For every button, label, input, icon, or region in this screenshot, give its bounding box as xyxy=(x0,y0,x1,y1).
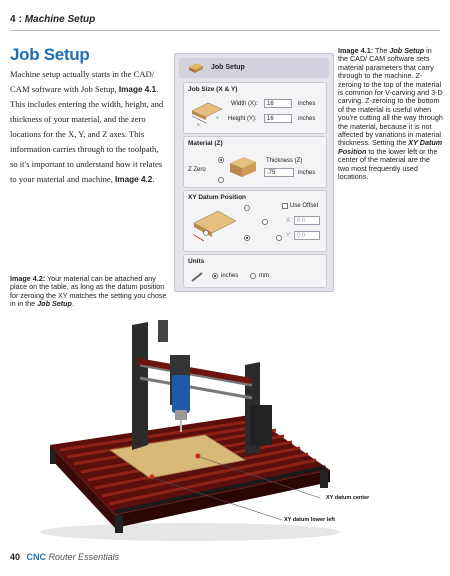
job-size-title: Job Size (X & Y) xyxy=(188,86,238,93)
book-title-rest: Router Essentials xyxy=(48,552,120,562)
material-title: Material (Z) xyxy=(188,140,223,147)
material-group xyxy=(183,136,327,188)
width-input[interactable]: 16 xyxy=(264,99,292,108)
material-block-icon xyxy=(187,61,205,75)
svg-text:X: X xyxy=(197,122,200,127)
z-zero-top-radio[interactable] xyxy=(218,157,224,163)
units-group xyxy=(183,254,327,288)
units-inches-radio[interactable] xyxy=(212,273,218,279)
header-separator: : xyxy=(18,14,22,25)
offset-x-input[interactable]: 0.0 xyxy=(294,216,320,225)
offset-y-input[interactable]: 0.0 xyxy=(294,231,320,240)
datum-title: XY Datum Position xyxy=(188,194,247,201)
machine-table xyxy=(50,415,330,528)
height-input[interactable]: 16 xyxy=(264,114,292,123)
thickness-label: Thickness (Z) xyxy=(266,158,303,164)
cnc-router-photo xyxy=(20,310,350,545)
datum-bottom-right-radio[interactable] xyxy=(276,235,282,241)
thickness-input[interactable]: .75 xyxy=(264,168,294,177)
job-size-group xyxy=(183,82,327,134)
offset-y-label: Y: xyxy=(286,233,292,239)
svg-text:Y: Y xyxy=(216,115,219,120)
caption-image-4-2 xyxy=(10,275,172,309)
image-ref-1: Image 4.1 xyxy=(118,85,157,94)
z-zero-label: Z Zero xyxy=(188,167,206,173)
body-text-3: . xyxy=(152,174,155,184)
z-zero-bottom-radio[interactable] xyxy=(218,177,224,183)
caption-2-emphasis: Job Setup xyxy=(37,299,72,309)
units-mm-label: mm xyxy=(259,273,269,279)
callout-xy-datum-center: XY datum center xyxy=(326,495,370,501)
header-rule xyxy=(10,30,440,31)
chapter-title: Machine Setup xyxy=(24,14,96,25)
body-text-2: . This includes entering the width, height, and thickness of your material, and the zero locations for the X, Y, and Z axes. This information carries through to the toolpath, so it's important to understand how it relates to your material and machine, xyxy=(10,84,164,184)
gantry-left-plate xyxy=(132,322,148,450)
datum-top-left-radio[interactable] xyxy=(244,205,250,211)
running-header xyxy=(10,14,95,25)
router-spindle xyxy=(172,375,190,413)
datum-center-marker xyxy=(196,454,201,459)
units-title: Units xyxy=(188,258,205,265)
caption-2-text-1: Your material can be attached any place on the table, as long as the datum position for zeroing the XY matches the setting you chose in in the xyxy=(10,274,167,309)
units-mm-radio[interactable] xyxy=(250,273,256,279)
use-offset-checkbox[interactable] xyxy=(282,203,288,209)
height-label: Height (Y): xyxy=(228,116,257,122)
offset-x-label: X: xyxy=(286,218,292,224)
callout-xy-datum-lower-left: XY datum lower left xyxy=(284,517,335,523)
material-thickness-diagram xyxy=(228,155,258,181)
chapter-number: 4 xyxy=(10,14,16,25)
panel-title: Job Setup xyxy=(211,64,245,71)
ruler-icon xyxy=(190,271,204,283)
image-ref-2: Image 4.2 xyxy=(115,175,153,184)
caption-2-label: Image 4.2: xyxy=(10,274,46,283)
use-offset-label: Use Offset xyxy=(290,203,319,209)
caption-1-text-2: in the CAD/ CAM software sets material parameters that carry through to the machine. Z-zeroing to the top of the material is common for V-carving and 3-D carving. Z-zeroing to the bottom of the material is useful when you're cutting all the way through the material, because it is not affected by variations in material thickness. Setting the xyxy=(338,46,443,148)
caption-1-emphasis-1: Job Setup xyxy=(389,46,425,55)
page-number: 40 xyxy=(10,552,21,562)
height-unit: inches xyxy=(298,116,316,122)
units-inches-label: inches xyxy=(221,273,239,279)
body-text-1: Machine setup actually starts in the CAD/ CAM software with Job Setup, xyxy=(10,69,155,94)
section-title: Job Setup xyxy=(10,45,90,64)
panel-header xyxy=(179,58,329,78)
caption-2-text-2: . xyxy=(71,299,74,309)
datum-center-radio[interactable] xyxy=(262,219,268,225)
width-label: Width (X): xyxy=(231,101,258,107)
caption-1-text-1: The xyxy=(375,46,388,55)
width-unit: inches xyxy=(298,101,316,107)
datum-group xyxy=(183,190,327,252)
caption-1-emphasis-2: XY Datum Position xyxy=(338,138,443,156)
body-paragraph xyxy=(10,67,168,187)
datum-bottom-left-radio[interactable] xyxy=(244,235,250,241)
datum-diagram xyxy=(190,205,240,245)
caption-1-text-3: to the lower left or the center of the material are the two most frequently used locations. xyxy=(338,146,438,182)
caption-1-label: Image 4.1: xyxy=(338,46,374,55)
datum-lower-left-marker xyxy=(150,475,155,480)
book-title-cnc: CNC xyxy=(26,552,47,562)
thickness-unit: inches xyxy=(298,170,316,176)
job-setup-panel xyxy=(174,53,334,292)
caption-image-4-1 xyxy=(338,47,443,182)
job-size-diagram xyxy=(188,97,224,127)
page-footer xyxy=(10,552,119,562)
